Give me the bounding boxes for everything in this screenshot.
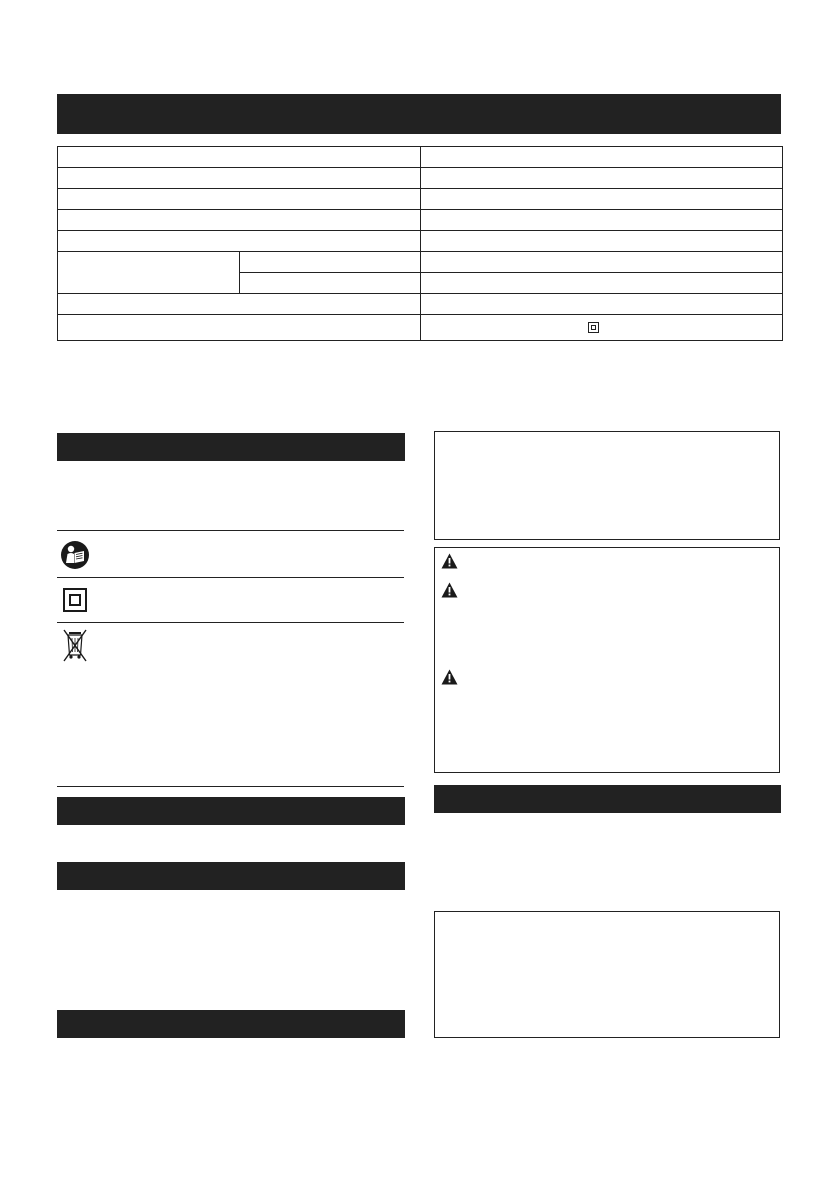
spec-label (58, 189, 421, 210)
spec-value-safety-class (421, 315, 783, 341)
section-heading-bar (57, 797, 405, 825)
warning-box (434, 547, 780, 773)
spec-label (58, 168, 421, 189)
spec-label (58, 231, 421, 252)
section-heading-bar (57, 1010, 405, 1038)
crossed-out-bin-icon (62, 628, 88, 664)
divider (57, 786, 404, 787)
spec-value (421, 210, 783, 231)
spec-sublabel (240, 252, 421, 273)
spec-label (58, 294, 421, 315)
spec-value (421, 189, 783, 210)
warning-triangle-icon (441, 553, 458, 569)
specifications-table (57, 146, 783, 341)
table-row (58, 231, 783, 252)
spec-label (58, 147, 421, 168)
divider (57, 622, 404, 623)
spec-value (421, 147, 783, 168)
table-row (58, 294, 783, 315)
section-heading-bar (434, 785, 781, 813)
table-row (58, 189, 783, 210)
note-box (434, 431, 780, 540)
warning-triangle-icon (441, 669, 458, 685)
table-row (58, 315, 783, 341)
read-manual-icon (61, 541, 89, 569)
spec-value (421, 273, 783, 294)
title-bar (57, 94, 781, 134)
table-row (58, 210, 783, 231)
table-row (58, 168, 783, 189)
divider (57, 530, 404, 531)
spec-group-label (58, 252, 240, 294)
table-row (58, 147, 783, 168)
section-heading-bar (57, 862, 405, 890)
spec-value (421, 231, 783, 252)
table-row (58, 252, 783, 273)
spec-sublabel (240, 273, 421, 294)
spec-label (58, 315, 421, 341)
spec-label (58, 210, 421, 231)
spec-value (421, 252, 783, 273)
section-heading-bar (57, 433, 405, 461)
spec-value (421, 294, 783, 315)
divider (57, 577, 404, 578)
double-insulation-icon (588, 322, 599, 333)
double-insulation-icon (62, 587, 88, 613)
warning-triangle-icon (441, 582, 458, 598)
spec-value (421, 168, 783, 189)
note-box (434, 911, 780, 1038)
